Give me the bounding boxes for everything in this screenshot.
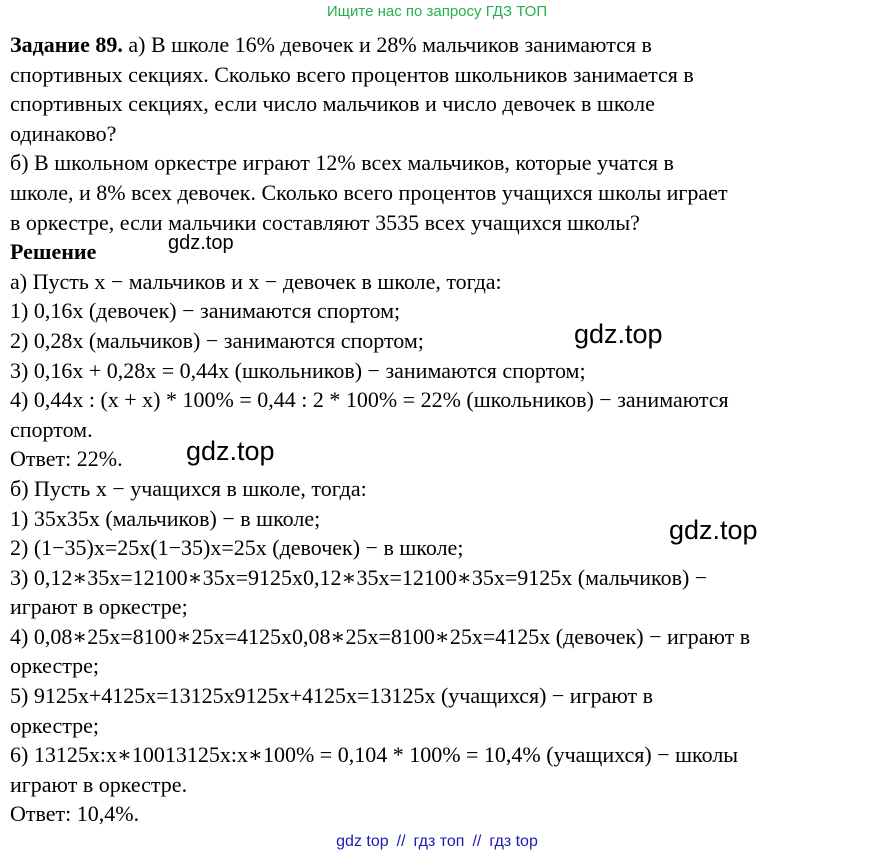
solution-line: 4) 0,08∗25х=8100∗25х=4125х0,08∗25х=8100∗25х=4125х (девочек) − играют в <box>10 623 751 649</box>
solution-line: оркестре; <box>10 653 99 679</box>
solution-line: 4) 0,44х : (х + х) * 100% = 0,44 : 2 * 100% = 22% (школьников) − занимаются <box>10 387 729 413</box>
solution-line: 2) (1−35)х=25х(1−35)х=25х (девочек) − в школе; <box>10 535 464 561</box>
solution-line: 5) 9125х+4125х=13125х9125х+4125х=13125х (учащихся) − играют в <box>10 683 654 709</box>
answer-a: Ответ: 22%. <box>10 446 123 472</box>
task-line: в оркестре, если мальчики составляют 3535 всех учащихся школы? <box>10 209 640 235</box>
solution-line: оркестре; <box>10 712 99 738</box>
task-a-text: а) В школе 16% девочек и 28% мальчиков занимаются в <box>122 32 652 57</box>
watermark: gdz.top <box>574 319 663 349</box>
answer-b: Ответ: 10,4%. <box>10 801 140 827</box>
watermark: gdz.top <box>669 515 758 545</box>
solution-line: 1) 0,16х (девочек) − занимаются спортом; <box>10 298 401 324</box>
top-banner: Ищите нас по запросу ГДЗ ТОП <box>326 3 548 20</box>
task-line: школе, и 8% всех девочек. Сколько всего процентов учащихся школы играет <box>10 179 728 205</box>
bottom-banner <box>0 832 874 852</box>
solution-line: играют в оркестре. <box>10 771 188 797</box>
solution-line: б) Пусть х − учащихся в школе, тогда: <box>10 475 367 501</box>
footer-separator: // <box>472 833 482 850</box>
task-line-1 <box>10 30 868 60</box>
solution-heading: Решение <box>10 239 97 265</box>
footer-separator: // <box>396 833 406 850</box>
task-line: спортивных секциях. Сколько всего процентов школьников занимается в <box>10 61 694 87</box>
solution-line: спортом. <box>10 416 93 442</box>
solution-line: 6) 13125х:х∗10013125х:х∗100% = 0,104 * 100% = 10,4% (учащихся) − школы <box>10 742 739 768</box>
solution-line: 1) 35х35х (мальчиков) − в школе; <box>10 505 321 531</box>
solution-line: 3) 0,12∗35х=12100∗35х=9125х0,12∗35х=12100∗35х=9125х (мальчиков) − <box>10 564 708 590</box>
solution-line: 3) 0,16х + 0,28х = 0,44х (школьников) − занимаются спортом; <box>10 357 586 383</box>
footer-link-gdz-top[interactable]: gdz top <box>336 833 389 850</box>
solution-line: играют в оркестре; <box>10 594 188 620</box>
footer-link-gdz-top-ru[interactable]: гдз топ <box>413 833 465 850</box>
solution-line: а) Пусть х − мальчиков и х − девочек в школе, тогда: <box>10 268 502 294</box>
footer-link-gdz-top-mixed[interactable]: гдз top <box>489 833 538 850</box>
solution-line: 2) 0,28х (мальчиков) − занимаются спортом; <box>10 327 424 353</box>
document-body <box>10 30 868 829</box>
task-line: спортивных секциях, если число мальчиков и число девочек в школе <box>10 91 655 117</box>
task-line: б) В школьном оркестре играют 12% всех мальчиков, которые учатся в <box>10 150 674 176</box>
task-title: Задание 89. <box>10 32 123 57</box>
watermark: gdz.top <box>186 436 275 466</box>
task-line: одинаково? <box>10 120 117 146</box>
watermark: gdz.top <box>168 232 234 254</box>
